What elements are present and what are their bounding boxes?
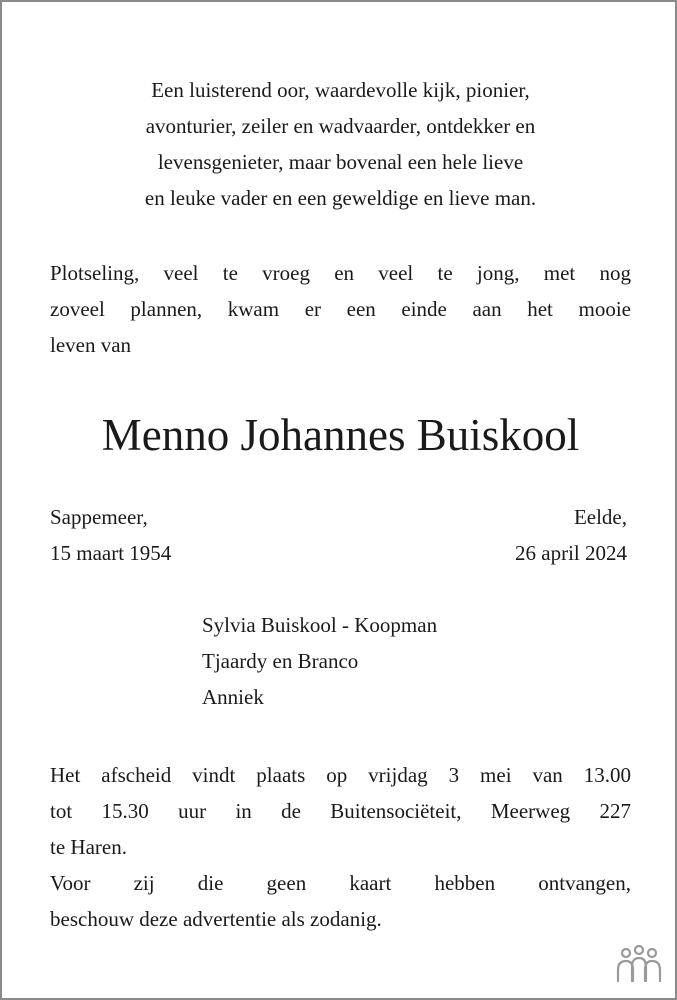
- intro-line: en leuke vader en een geweldige en lieve man.: [144, 186, 537, 210]
- birth-date: 15 maart 1954: [50, 541, 172, 565]
- family-member: Anniek: [202, 685, 264, 709]
- birth-info: [50, 499, 171, 571]
- farewell-paragraph: [50, 757, 631, 937]
- farewell-line: tot 15.30 uur in de Buitensociëteit, Meerweg 227: [50, 799, 631, 823]
- announcement-line: Plotseling, veel te vroeg en veel te jong, met nog: [50, 261, 631, 285]
- farewell-line: Voor zij die geen kaart hebben ontvangen,: [50, 871, 631, 895]
- family-member: Sylvia Buiskool - Koopman: [202, 613, 438, 637]
- death-place: Eelde,: [573, 505, 627, 529]
- death-info: [515, 499, 627, 571]
- deceased-name: Menno Johannes Buiskool: [101, 410, 580, 460]
- announcement-line: leven van: [50, 333, 132, 357]
- farewell-line: beschouw deze advertentie als zodanig.: [50, 907, 382, 931]
- intro-line: levensgenieter, maar bovenal een hele lieve: [157, 150, 524, 174]
- announcement-paragraph: [50, 255, 631, 363]
- announcement-line: zoveel plannen, kwam er een einde aan het mooie: [50, 297, 631, 321]
- intro-verse: [50, 72, 631, 216]
- intro-line: avonturier, zeiler en wadvaarder, ontdekker en: [145, 114, 536, 138]
- birth-place: Sappemeer,: [50, 505, 148, 529]
- death-date: 26 april 2024: [515, 541, 627, 565]
- people-group-icon: [613, 944, 665, 984]
- family-member: Tjaardy en Branco: [202, 649, 359, 673]
- farewell-line: te Haren.: [50, 835, 127, 859]
- family-list: [202, 607, 437, 715]
- farewell-line: Het afscheid vindt plaats op vrijdag 3 mei van 13.00: [50, 763, 631, 787]
- intro-line: Een luisterend oor, waardevolle kijk, pionier,: [151, 78, 530, 102]
